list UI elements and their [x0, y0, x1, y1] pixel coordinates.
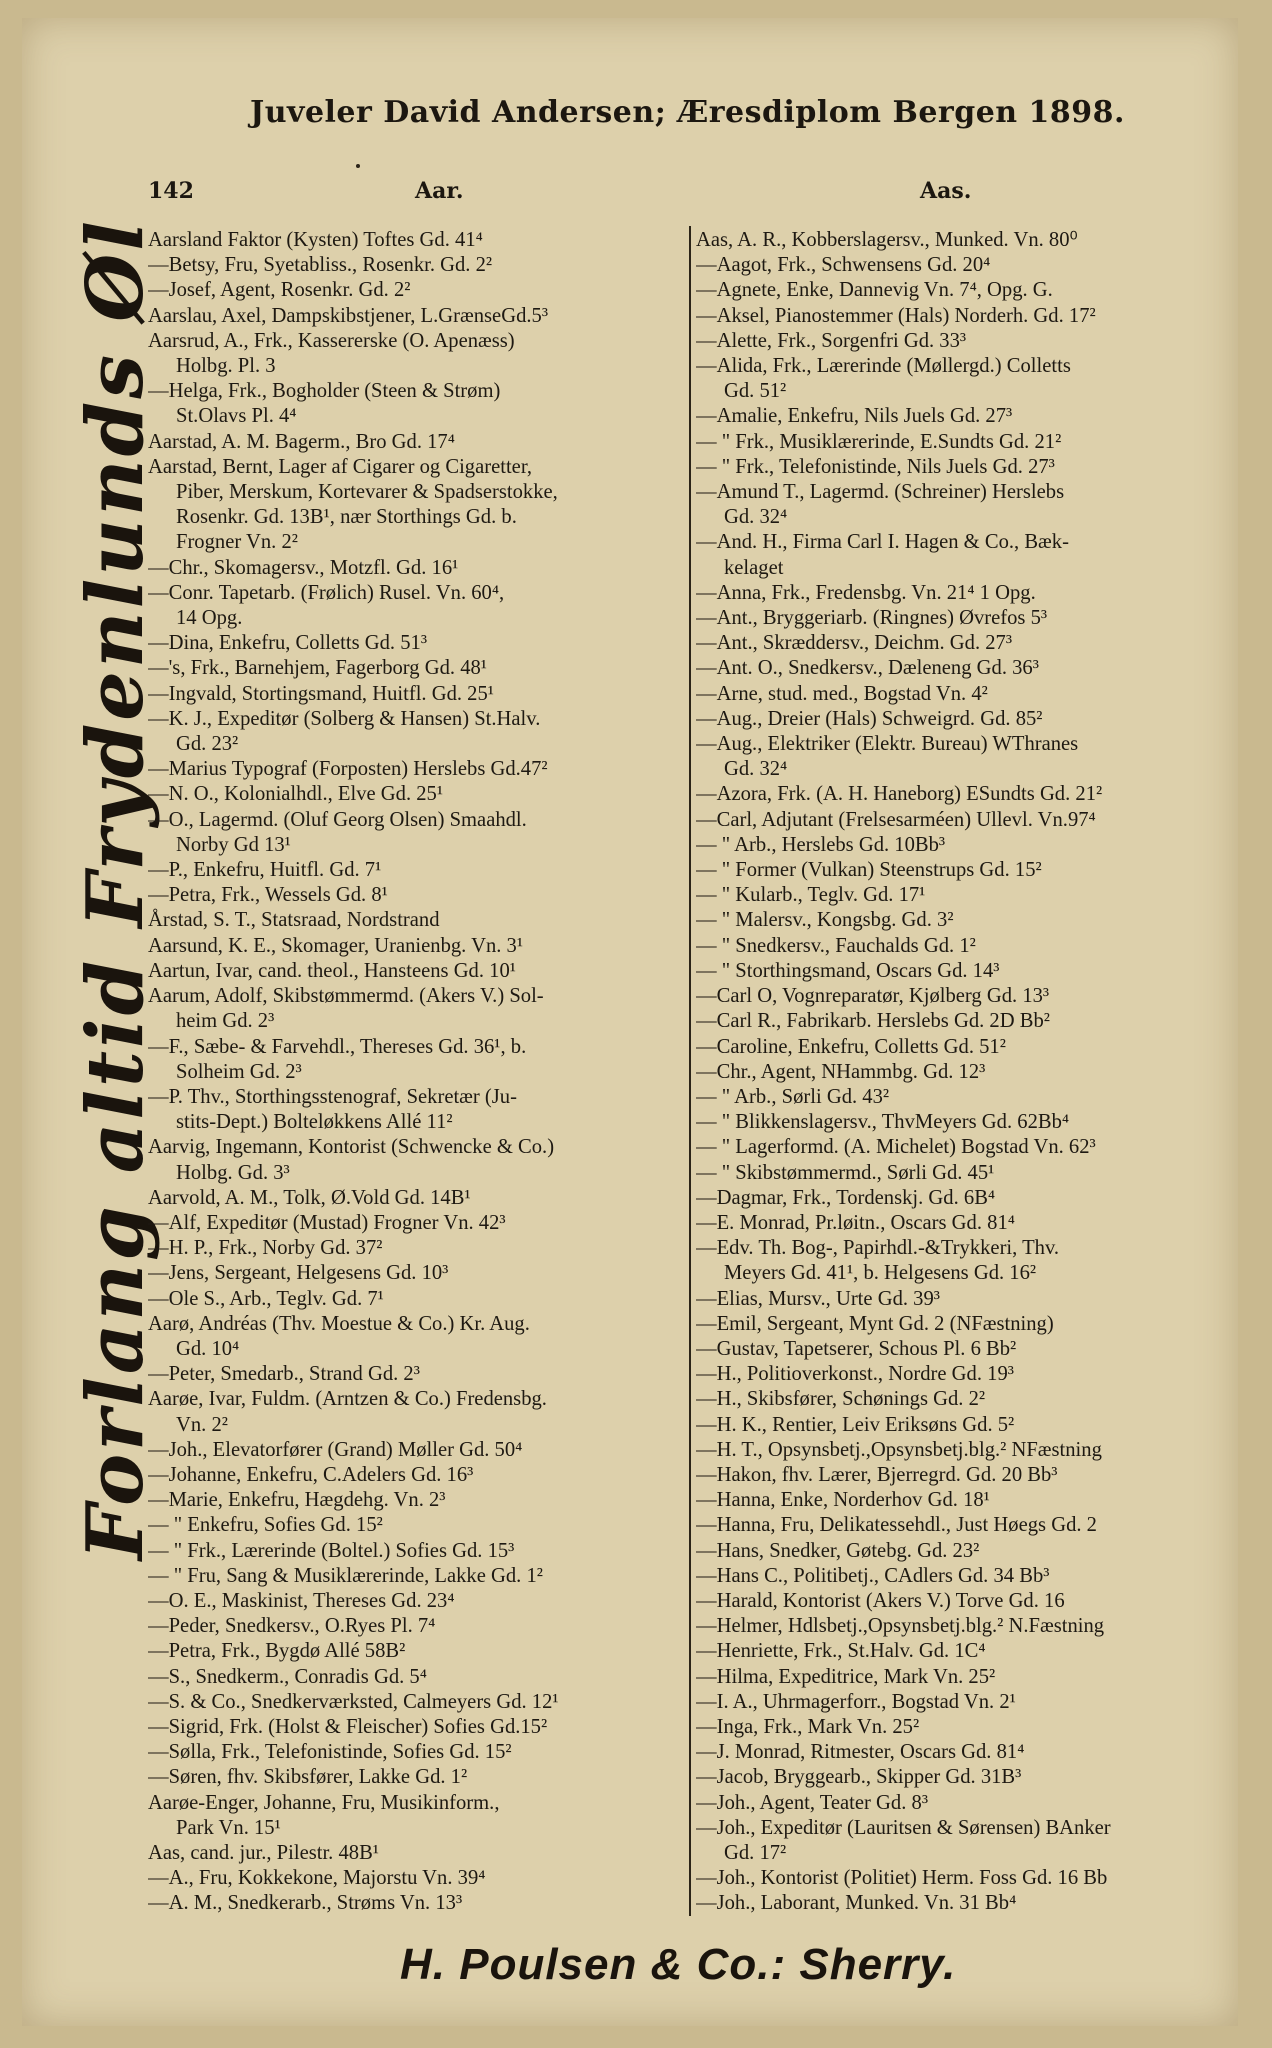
directory-entry-line: Vn. 2²	[176, 1413, 228, 1436]
directory-entry-line: —Chr., Skomagersv., Motzfl. Gd. 16¹	[148, 556, 459, 579]
directory-entry-line: kelaget	[724, 556, 784, 579]
directory-entry-line: Aarø, Andréas (Thv. Moestue & Co.) Kr. Aug.	[148, 1312, 530, 1335]
directory-entry-line: —Joh., Kontorist (Politiet) Herm. Foss Gd. 16 Bb	[696, 1867, 1108, 1890]
directory-entry-line: —Carl, Adjutant (Frelsesarméen) Ullevl. Vn.97⁴	[696, 808, 1096, 831]
directory-entry-line: —Anna, Frk., Fredensbg. Vn. 21⁴ 1 Opg.	[696, 581, 1036, 604]
directory-entry-line: Aarsrud, A., Frk., Kassererske (O. Apenæss)	[148, 329, 515, 352]
directory-entry-line: —Hakon, fhv. Lærer, Bjerregrd. Gd. 20 Bb³	[696, 1463, 1058, 1486]
directory-entry-line: — " Blikkenslagersv., ThvMeyers Gd. 62Bb⁴	[696, 1111, 1070, 1134]
directory-entry-line: Gd. 32⁴	[724, 506, 788, 529]
directory-entry-line: —Joh., Elevatorfører (Grand) Møller Gd. 50⁴	[148, 1438, 523, 1461]
directory-entry-line: —Ingvald, Stortingsmand, Huitfl. Gd. 25¹	[148, 682, 494, 705]
directory-entry-line: —Jens, Sergeant, Helgesens Gd. 10³	[148, 1262, 449, 1285]
directory-entry-line: —A., Fru, Kokkekone, Majorstu Vn. 39⁴	[148, 1867, 486, 1890]
directory-entry-line: —A. M., Snedkerarb., Strøms Vn. 13³	[148, 1892, 463, 1915]
directory-entry-line: —'s, Frk., Barnehjem, Fagerborg Gd. 48¹	[148, 657, 487, 680]
directory-entry-line: —Jacob, Bryggearb., Skipper Gd. 31B³	[696, 1766, 1022, 1789]
column-divider	[689, 226, 691, 1916]
directory-entry-line: —Joh., Expeditør (Lauritsen & Sørensen) BAnker	[696, 1816, 1111, 1839]
directory-entry-line: —H., Skibsfører, Schønings Gd. 2²	[696, 1388, 986, 1411]
directory-entry-line: —O. E., Maskinist, Thereses Gd. 23⁴	[148, 1589, 455, 1612]
directory-entry-line: —Carl O, Vognreparatør, Kjølberg Gd. 13³	[696, 985, 1050, 1008]
directory-entry-line: —Aug., Elektriker (Elektr. Bureau) WThranes	[696, 733, 1079, 756]
directory-entry-line: —S. & Co., Snedkerværksted, Calmeyers Gd. 12¹	[148, 1690, 559, 1713]
directory-entry-line: — " Arb., Sørli Gd. 43²	[696, 1085, 890, 1108]
directory-entry-line: Meyers Gd. 41¹, b. Helgesens Gd. 16²	[724, 1262, 1037, 1285]
directory-entry-line: Piber, Merskum, Kortevarer & Spadserstokke,	[176, 481, 558, 504]
directory-entry-line: —Caroline, Enkefru, Colletts Gd. 51²	[696, 1035, 1006, 1058]
directory-entry-line: —Ant., Skræddersv., Deichm. Gd. 27³	[696, 632, 1013, 655]
directory-entry-line: Gd. 51²	[724, 380, 787, 403]
directory-entry-line: —Joh., Agent, Teater Gd. 8³	[696, 1791, 928, 1814]
directory-entry-line: Aarøe, Ivar, Fuldm. (Arntzen & Co.) Fredensbg.	[148, 1388, 547, 1411]
directory-entry-line: Aartun, Ivar, cand. theol., Hansteens Gd. 10¹	[148, 959, 516, 982]
directory-entry-line: —S., Snedkerm., Conradis Gd. 5⁴	[148, 1665, 427, 1688]
directory-entry-line: — " Lagerformd. (A. Michelet) Bogstad Vn. 62³	[696, 1136, 1096, 1159]
directory-entry-line: — " Storthingsmand, Oscars Gd. 14³	[696, 959, 1000, 982]
directory-entry-line: — " Arb., Herslebs Gd. 10Bb³	[696, 833, 946, 856]
print-speck	[356, 164, 360, 168]
directory-entry-line: —Aksel, Pianostemmer (Hals) Norderh. Gd. 17²	[696, 304, 1096, 327]
directory-entry-line: —N. O., Kolonialhdl., Elve Gd. 25¹	[148, 783, 444, 806]
directory-entry-line: —Dina, Enkefru, Colletts Gd. 51³	[148, 632, 428, 655]
directory-entry-line: —Agnete, Enke, Dannevig Vn. 7⁴, Opg. G.	[696, 279, 1053, 302]
directory-entry-line: —F., Sæbe- & Farvehdl., Thereses Gd. 36¹, b.	[148, 1035, 527, 1058]
directory-entry-line: —Petra, Frk., Wessels Gd. 8¹	[148, 884, 388, 907]
directory-entry-line: —Petra, Frk., Bygdø Allé 58B²	[148, 1640, 406, 1663]
directory-entry-line: Aarvold, A. M., Tolk, Ø.Vold Gd. 14B¹	[148, 1186, 471, 1209]
directory-entry-line: — " Skibstømmermd., Sørli Gd. 45¹	[696, 1161, 995, 1184]
directory-entry-line: Årstad, S. T., Statsraad, Nordstrand	[148, 909, 440, 932]
running-head-advertisement: Juveler David Andersen; Æresdiplom Bergen 1898.	[250, 95, 1125, 130]
footer-advertisement: H. Poulsen & Co.: Sherry.	[400, 1940, 957, 1989]
directory-entry-line: —Sølla, Frk., Telefonistinde, Sofies Gd. 15²	[148, 1741, 512, 1764]
directory-entry-line: —I. A., Uhrmagerforr., Bogstad Vn. 2¹	[696, 1690, 1016, 1713]
directory-entry-line: —H. K., Rentier, Leiv Eriksøns Gd. 5²	[696, 1413, 1015, 1436]
directory-entry-line: Park Vn. 15¹	[176, 1816, 281, 1839]
directory-entry-line: —Amund T., Lagermd. (Schreiner) Herslebs	[696, 481, 1065, 504]
directory-entry-line: Aarvig, Ingemann, Kontorist (Schwencke & Co.)	[148, 1136, 555, 1159]
directory-entry-line: —Ole S., Arb., Teglv. Gd. 7¹	[148, 1287, 384, 1310]
directory-entry-line: — " Frk., Telefonistinde, Nils Juels Gd. 27³	[696, 455, 1055, 478]
directory-entry-line: —Hilma, Expeditrice, Mark Vn. 25²	[696, 1665, 996, 1688]
directory-entry-line: Gd. 32⁴	[724, 758, 788, 781]
directory-entry-line: —Joh., Laborant, Munked. Vn. 31 Bb⁴	[696, 1892, 1017, 1915]
directory-entry-line: — " Frk., Lærerinde (Boltel.) Sofies Gd. 15³	[148, 1539, 515, 1562]
directory-entry-line: Gd. 10⁴	[176, 1337, 240, 1360]
directory-entry-line: —Ant., Bryggeriarb. (Ringnes) Øvrefos 5³	[696, 607, 1048, 630]
guide-word-right: Aas.	[920, 178, 972, 204]
directory-entry-line: —H. P., Frk., Norby Gd. 37²	[148, 1237, 383, 1260]
directory-entry-line: Aarstad, Bernt, Lager af Cigarer og Cigaretter,	[148, 455, 533, 478]
directory-entry-line: —Alf, Expeditør (Mustad) Frogner Vn. 42³	[148, 1211, 506, 1234]
directory-entry-line: —Hanna, Fru, Delikatessehdl., Just Høegs Gd. 2	[696, 1514, 1097, 1537]
directory-entry-line: —Alida, Frk., Lærerinde (Møllergd.) Colletts	[696, 355, 1071, 378]
directory-entry-line: Gd. 23²	[176, 733, 239, 756]
directory-entry-line: — " Enkefru, Sofies Gd. 15²	[148, 1514, 383, 1537]
directory-entry-line: —Marie, Enkefru, Hægdehg. Vn. 2³	[148, 1489, 446, 1512]
directory-entry-line: —And. H., Firma Carl I. Hagen & Co., Bæk-	[696, 531, 1069, 554]
directory-entry-line: St.Olavs Pl. 4⁴	[176, 405, 297, 428]
side-advertisement: Forlang altid Frydenlunds Øl	[70, 218, 161, 1560]
directory-entry-line: —Peder, Snedkersv., O.Ryes Pl. 7⁴	[148, 1615, 436, 1638]
directory-entry-line: Aas, cand. jur., Pilestr. 48B¹	[148, 1842, 379, 1864]
directory-entry-line: —K. J., Expeditør (Solberg & Hansen) St.Halv.	[148, 707, 541, 730]
directory-entry-line: —Henriette, Frk., St.Halv. Gd. 1C⁴	[696, 1640, 986, 1663]
directory-entry-line: — " Former (Vulkan) Steenstrups Gd. 15²	[696, 859, 1042, 882]
directory-entry-line: Rosenkr. Gd. 13B¹, nær Storthings Gd. b.	[176, 506, 517, 529]
directory-entry-line: — " Fru, Sang & Musiklærerinde, Lakke Gd. 1²	[148, 1564, 543, 1587]
directory-entry-line: —Josef, Agent, Rosenkr. Gd. 2²	[148, 279, 411, 302]
directory-entry-line: Aarøe-Enger, Johanne, Fru, Musikinform.,	[148, 1791, 500, 1814]
left-column-entries	[148, 228, 688, 1917]
directory-entry-line: Frogner Vn. 2²	[176, 531, 298, 554]
directory-entry-line: 14 Opg.	[176, 607, 243, 630]
directory-entry-line: —Arne, stud. med., Bogstad Vn. 4²	[696, 682, 988, 705]
directory-entry-line: — " Malersv., Kongsbg. Gd. 3²	[696, 909, 954, 932]
directory-entry-line: — " Kularb., Teglv. Gd. 17¹	[696, 884, 926, 907]
directory-entry-line: —Aug., Dreier (Hals) Schweigrd. Gd. 85²	[696, 707, 1043, 730]
directory-entry-line: —Peter, Smedarb., Strand Gd. 2³	[148, 1363, 420, 1386]
directory-entry-line: —Søren, fhv. Skibsfører, Lakke Gd. 1²	[148, 1766, 468, 1789]
directory-entry-line: —J. Monrad, Ritmester, Oscars Gd. 81⁴	[696, 1741, 1025, 1764]
directory-entry-line: stits-Dept.) Bolteløkkens Allé 11²	[176, 1111, 453, 1134]
directory-entry-line: —Marius Typograf (Forposten) Herslebs Gd.47²	[148, 758, 548, 781]
page-number: 142	[148, 178, 194, 204]
directory-entry-line: Aarsland Faktor (Kysten) Toftes Gd. 41⁴	[148, 229, 483, 251]
directory-entry-line: —Johanne, Enkefru, C.Adelers Gd. 16³	[148, 1463, 474, 1486]
directory-entry-line: heim Gd. 2³	[176, 1010, 275, 1033]
directory-entry-line: —Helga, Frk., Bogholder (Steen & Strøm)	[148, 380, 501, 403]
directory-entry-line: —Sigrid, Frk. (Holst & Fleischer) Sofies Gd.15²	[148, 1715, 548, 1738]
directory-entry-line: —Conr. Tapetarb. (Frølich) Rusel. Vn. 60⁴,	[148, 581, 505, 604]
directory-entry-line: —Betsy, Fru, Syetabliss., Rosenkr. Gd. 2²	[148, 254, 493, 277]
directory-entry-line: —Azora, Frk. (A. H. Haneborg) ESundts Gd. 21²	[696, 783, 1103, 806]
directory-entry-line: —H. T., Opsynsbetj.,Opsynsbetj.blg.² NFæstning	[696, 1438, 1102, 1461]
directory-entry-line: — " Frk., Musiklærerinde, E.Sundts Gd. 21²	[696, 430, 1062, 453]
directory-entry-line: —Hanna, Enke, Norderhov Gd. 18¹	[696, 1489, 990, 1512]
right-column-entries	[696, 228, 1236, 1917]
directory-entry-line: —Dagmar, Frk., Tordenskj. Gd. 6B⁴	[696, 1186, 996, 1209]
directory-entry-line: Aarsund, K. E., Skomager, Uranienbg. Vn. 3¹	[148, 934, 524, 957]
directory-entry-line: —Harald, Kontorist (Akers V.) Torve Gd. 16	[696, 1589, 1065, 1612]
directory-entry-line: —Chr., Agent, NHammbg. Gd. 12³	[696, 1060, 986, 1083]
directory-entry-line: —Emil, Sergeant, Mynt Gd. 2 (NFæstning)	[696, 1312, 1054, 1335]
directory-entry-line: —P. Thv., Storthingsstenograf, Sekretær (Ju-	[148, 1085, 517, 1108]
directory-entry-line: —Carl R., Fabrikarb. Herslebs Gd. 2D Bb²	[696, 1010, 1050, 1033]
directory-entry-line: —H., Politioverkonst., Nordre Gd. 19³	[696, 1363, 1014, 1386]
directory-entry-line: —Aagot, Frk., Schwensens Gd. 20⁴	[696, 254, 991, 277]
directory-entry-line: —Ant. O., Snedkersv., Dæleneng Gd. 36³	[696, 657, 1039, 680]
directory-entry-line: —Hans C., Politibetj., CAdlers Gd. 34 Bb³	[696, 1564, 1050, 1587]
directory-entry-line: Aarstad, A. M. Bagerm., Bro Gd. 17⁴	[148, 430, 455, 453]
directory-entry-line: —Gustav, Tapetserer, Schous Pl. 6 Bb²	[696, 1337, 1017, 1360]
directory-entry-line: Aarslau, Axel, Dampskibstjener, L.GrænseGd.5³	[148, 304, 548, 327]
directory-entry-line: —Helmer, Hdlsbetj.,Opsynsbetj.blg.² N.Fæstning	[696, 1615, 1105, 1638]
directory-entry-line: —Alette, Frk., Sorgenfri Gd. 33³	[696, 329, 967, 352]
directory-entry-line: — " Snedkersv., Fauchalds Gd. 1²	[696, 934, 976, 957]
directory-entry-line: Aarum, Adolf, Skibstømmermd. (Akers V.) Sol-	[148, 985, 544, 1008]
directory-entry-line: —Inga, Frk., Mark Vn. 25²	[696, 1715, 920, 1738]
guide-word-left: Aar.	[415, 178, 464, 204]
directory-entry-line: Holbg. Gd. 3³	[176, 1161, 290, 1184]
directory-entry-line: Norby Gd 13¹	[176, 833, 291, 856]
directory-entry-line: Gd. 17²	[724, 1842, 787, 1864]
directory-entry-line: —Elias, Mursv., Urte Gd. 39³	[696, 1287, 940, 1310]
directory-entry-line: Holbg. Pl. 3	[176, 355, 276, 378]
directory-entry-line: —Amalie, Enkefru, Nils Juels Gd. 27³	[696, 405, 1013, 428]
directory-entry-line: —P., Enkefru, Huitfl. Gd. 7¹	[148, 859, 382, 882]
directory-entry-line: —Edv. Th. Bog-, Papirhdl.-&Trykkeri, Thv.	[696, 1237, 1060, 1260]
directory-entry-line: Aas, A. R., Kobberslagersv., Munked. Vn. 80⁰	[696, 229, 1078, 251]
directory-entry-line: —O., Lagermd. (Oluf Georg Olsen) Smaahdl.	[148, 808, 527, 831]
directory-entry-line: Solheim Gd. 2³	[176, 1060, 302, 1083]
directory-entry-line: —E. Monrad, Pr.løitn., Oscars Gd. 81⁴	[696, 1211, 1015, 1234]
directory-entry-line: —Hans, Snedker, Gøtebg. Gd. 23²	[696, 1539, 980, 1562]
